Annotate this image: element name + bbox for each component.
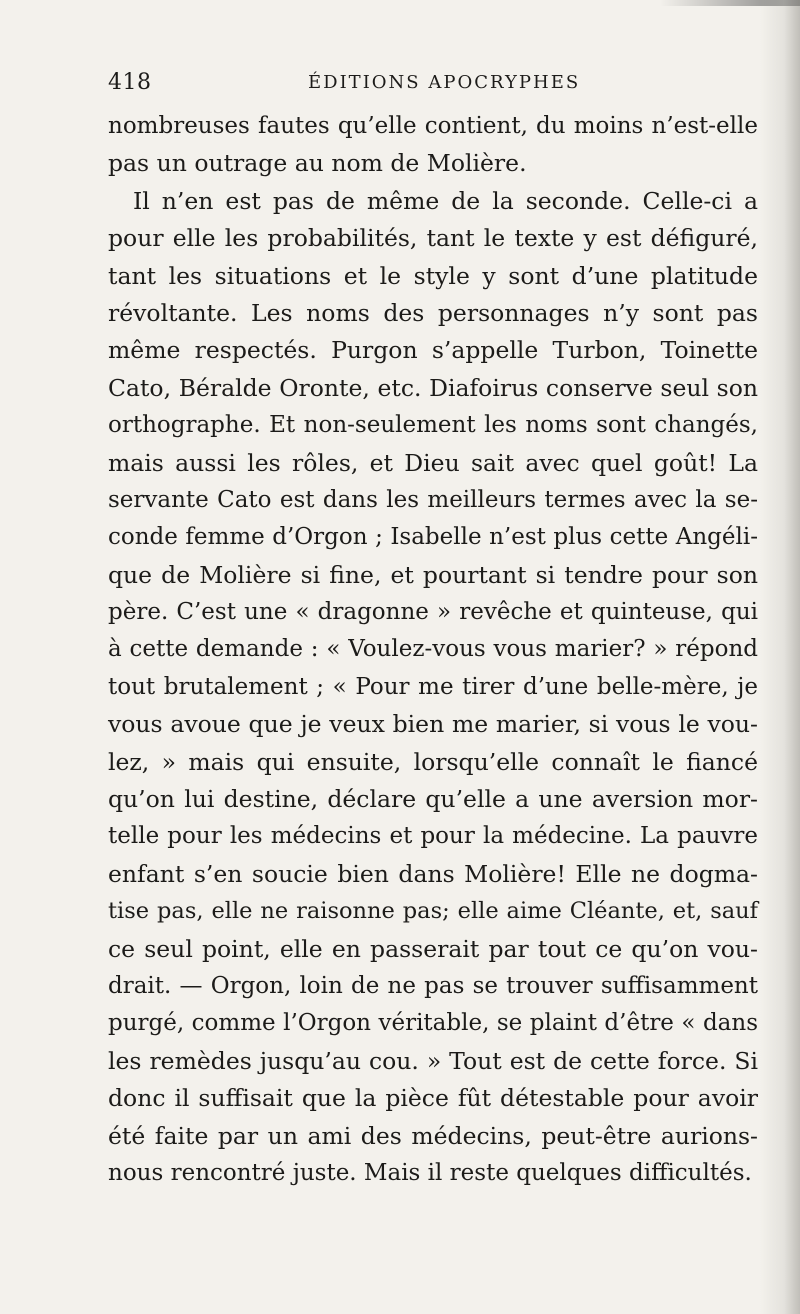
- text-line: père. C’est une « dragonne » revêche et quinteuse, qui: [108, 599, 758, 626]
- text-line: les remèdes jusqu’au cou. » Tout est de cette force. Si: [108, 1046, 758, 1075]
- text-line: nous rencontré juste. Mais il reste quelques difficultés.: [108, 1159, 752, 1186]
- binding-shadow: [760, 0, 800, 1314]
- text-line: Cato, Béralde Oronte, etc. Diafoirus conserve seul son: [108, 373, 758, 402]
- text-line: été faite par un ami des médecins, peut-être aurions-: [108, 1121, 758, 1150]
- text-line: purgé, comme l’Orgon véritable, se plaint d’être « dans: [108, 1010, 758, 1037]
- text-line: même respectés. Purgon s’appelle Turbon, Toinette: [108, 336, 758, 365]
- page-number: 418: [108, 70, 152, 95]
- text-line: tout brutalement ; « Pour me tirer d’une belle-mère, je: [108, 673, 758, 700]
- text-line: ce seul point, elle en passerait par tout ce qu’on vou-: [108, 934, 758, 963]
- text-line: que de Molière si fine, et pourtant si tendre pour son: [108, 560, 758, 589]
- text-line: lez, » mais qui ensuite, lorsqu’elle connaît le fiancé: [108, 747, 758, 776]
- text-line: pour elle les probabilités, tant le texte y est défiguré,: [108, 224, 758, 253]
- running-title: ÉDITIONS APOCRYPHES: [308, 72, 581, 93]
- text-line: tise pas, elle ne raisonne pas; elle aime Cléante, et, sauf: [108, 898, 758, 925]
- text-line: vous avoue que je veux bien me marier, si vous le vou-: [108, 710, 758, 739]
- text-line: conde femme d’Orgon ; Isabelle n’est plus cette Angéli-: [108, 524, 758, 551]
- text-line: nombreuses fautes qu’elle contient, du moins n’est-elle: [108, 113, 758, 139]
- text-line: pas un outrage au nom de Molière.: [108, 149, 527, 178]
- text-line: qu’on lui destine, déclare qu’elle a une aversion mor-: [108, 785, 758, 814]
- text-line: drait. — Orgon, loin de ne pas se trouver suffisamment: [108, 972, 758, 999]
- text-line: telle pour les médecins et pour la médecine. La pauvre: [108, 823, 758, 850]
- text-line: donc il suffisait que la pièce fût détestable pour avoir: [108, 1084, 758, 1113]
- text-line: mais aussi les rôles, et Dieu sait avec quel goût! La: [108, 448, 758, 477]
- text-line: enfant s’en soucie bien dans Molière! Elle ne dogma-: [108, 859, 758, 888]
- text-line: à cette demande : « Voulez-vous vous marier? » répond: [108, 636, 758, 663]
- text-line: servante Cato est dans les meilleurs termes avec la se-: [108, 486, 758, 513]
- text-line: révoltante. Les noms des personnages n’y sont pas: [108, 298, 758, 327]
- running-head: [108, 70, 758, 102]
- body-text: [108, 108, 758, 1192]
- text-line: orthographe. Et non-seulement les noms sont changés,: [108, 412, 758, 439]
- text-line: tant les situations et le style y sont d’une platitude: [108, 261, 758, 290]
- text-line: Il n’en est pas de même de la seconde. Celle-ci a: [133, 186, 758, 215]
